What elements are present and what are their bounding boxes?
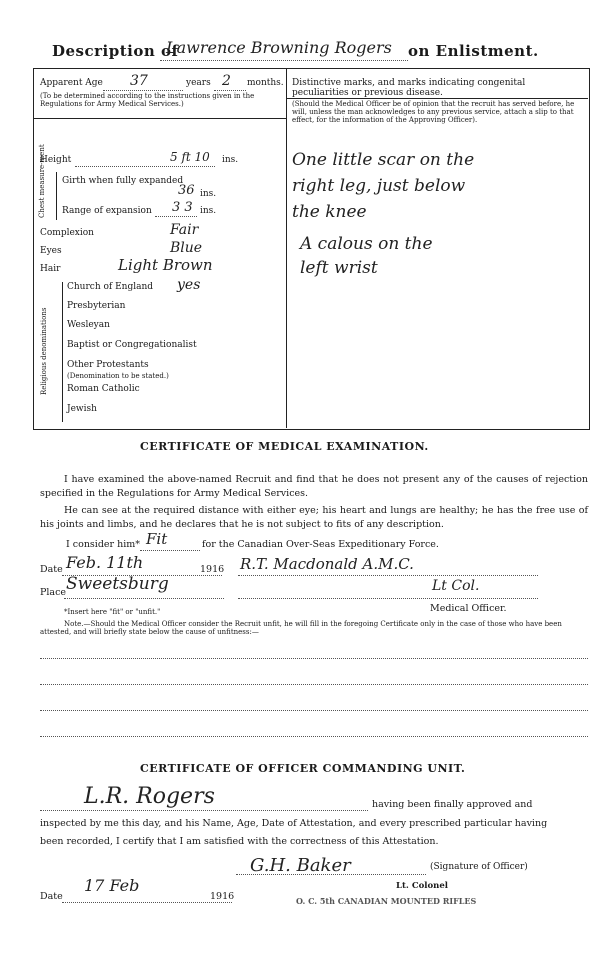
years-label: years [186,78,211,88]
consider-line [140,550,200,551]
months-label: months. [247,78,284,88]
denomination-row [67,384,286,398]
commanding-heading: CERTIFICATE OF OFFICER COMMANDING UNIT. [140,762,466,775]
medical-para2: He can see at the required distance with either eye; his heart and lungs are healthy; he has the free use of his joints and limbs, and he declares that he is not subject to fits of any description. [40,505,588,530]
range-unit: ins. [200,206,217,216]
age-months-value: 2 [222,73,231,89]
commanding-officer-signature: G.H. Baker [250,855,351,876]
signature-line [238,575,538,576]
denomination-label: Wesleyan [67,320,110,330]
title-prefix: Description of [52,42,179,60]
denomination-row [67,404,286,418]
range-value: 3 3 [172,200,193,215]
commanding-date-label: Date [40,891,63,902]
footnote: *Insert here "fit" or "unfit." [64,608,161,616]
height-unit: ins. [222,155,239,165]
recruit-name-handwritten: Lawrence Browning Rogers [166,38,392,57]
distinctive-marks-note: (Should the Medical Officer be of opinion that the recruit has served before, he will, unless the man acknowledges to any previous service, attach a slip to that effect, for the information of the Approving Officer). [292,100,575,124]
denomination-row [67,340,286,354]
hair-value: Light Brown [118,256,213,274]
range-label: Range of expansion [62,206,152,216]
rank-line [238,598,538,599]
place-value: Sweetsburg [66,574,169,594]
place-label: Place [40,587,67,598]
cause-line-1 [40,658,588,659]
religion-bracket [62,282,63,422]
denomination-row [67,301,286,315]
title-suffix: on Enlistment. [408,42,539,60]
commanding-name-value: L.R. Rogers [84,784,215,809]
denomination-label: Presbyterian [67,301,126,311]
distinctive-mark-line: right leg, just below [292,176,466,196]
consider-value: Fit [146,530,168,548]
denomination-row [67,320,286,334]
denomination-label: (Denomination to be stated.) [67,372,169,380]
commanding-date-line [62,902,232,903]
medical-heading: CERTIFICATE OF MEDICAL EXAMINATION. [140,440,429,453]
cause-line-2 [40,684,588,685]
age-years-value: 37 [130,73,148,89]
medical-para1: I have examined the above-named Recruit and find that he does not present any of the causes of rejection specified in the Regulations for Army Medical Services. [40,474,588,499]
commanding-para-tail: having been finally approved and [372,799,533,810]
age-note: (To be determined according to the instructions given in the Regulations for Army Medical Services.) [40,92,255,108]
commanding-rank: Lt. Colonel [396,881,448,891]
chest-measurement-side-label: Chest measure-ment [38,144,46,218]
medical-officer-rank: Lt Col. [432,578,480,594]
separator-age [34,118,286,119]
hair-label: Hair [40,264,61,274]
medical-date-value: Feb. 11th [66,553,144,572]
cause-line-3 [40,710,588,711]
complexion-value: Fair [170,222,199,238]
commanding-para-line3: been recorded, I certify that I am satisfied with the correctness of this Attestation. [40,836,439,847]
cause-line-4 [40,736,588,737]
frame-divider [286,68,287,428]
girth-value: 36 [178,183,195,198]
distinctive-marks-header: Distinctive marks, and marks indicating congenital peculiarities or previous disease. [292,78,526,98]
distinctive-mark-line: the knee [292,202,367,222]
girth-label: Girth when fully expanded [62,176,184,186]
denomination-label: Jewish [67,404,97,414]
denomination-label: Baptist or Congregationalist [67,340,197,350]
religious-denominations-side-label: Religious denominations [40,307,48,395]
distinctive-mark-line: A calous on the [300,234,433,254]
distinctive-mark-line: One little scar on the [292,150,475,170]
commanding-unit: O. C. 5th CANADIAN MOUNTED RIFLES [296,896,477,906]
height-label: Height [40,155,72,165]
place-line [64,598,224,599]
denomination-label: Roman Catholic [67,384,140,394]
commanding-para-line2: inspected by me this day, and his Name, Age, Date of Attestation, and every prescribed particular having [40,818,548,829]
marks-header-rule [287,98,588,99]
distinctive-mark-line: left wrist [300,258,378,278]
complexion-label: Complexion [40,228,94,238]
medical-officer-label: Medical Officer. [430,603,507,614]
height-line [75,166,215,167]
unfit-note: Note.—Should the Medical Officer consider the Recruit unfit, he will fill in the foregoing Certificate only in the case of those who have been attested, and will briefly state below the cause of unfitness:— [40,620,562,636]
chest-bracket [56,172,57,220]
range-line [155,216,197,217]
commanding-sig-line [236,874,426,875]
commanding-name-line [40,810,368,811]
denomination-label: Other Protestants [67,360,149,370]
denomination-value: yes [177,277,201,293]
age-line [103,90,183,91]
eyes-value: Blue [170,240,203,256]
medical-officer-signature: R.T. Macdonald A.M.C. [240,555,414,573]
eyes-label: Eyes [40,246,62,256]
denomination-label: Church of England [67,282,154,292]
months-line [214,90,246,91]
denomination-row [67,277,286,296]
medical-year-value: 1916 [200,564,225,575]
consider-suffix: for the Canadian Over-Seas Expeditionary Force. [202,539,439,550]
medical-date-label: Date [40,564,63,575]
consider-label: I consider him* [66,539,141,550]
height-value: 5 ft 10 [170,150,210,164]
signature-of-officer-label: (Signature of Officer) [430,862,528,872]
apparent-age-label: Apparent Age [40,78,103,88]
commanding-date-value: 17 Feb [84,876,140,895]
girth-unit: ins. [200,189,217,199]
commanding-year-value: 1916 [210,891,235,902]
title-name-line [160,60,408,61]
